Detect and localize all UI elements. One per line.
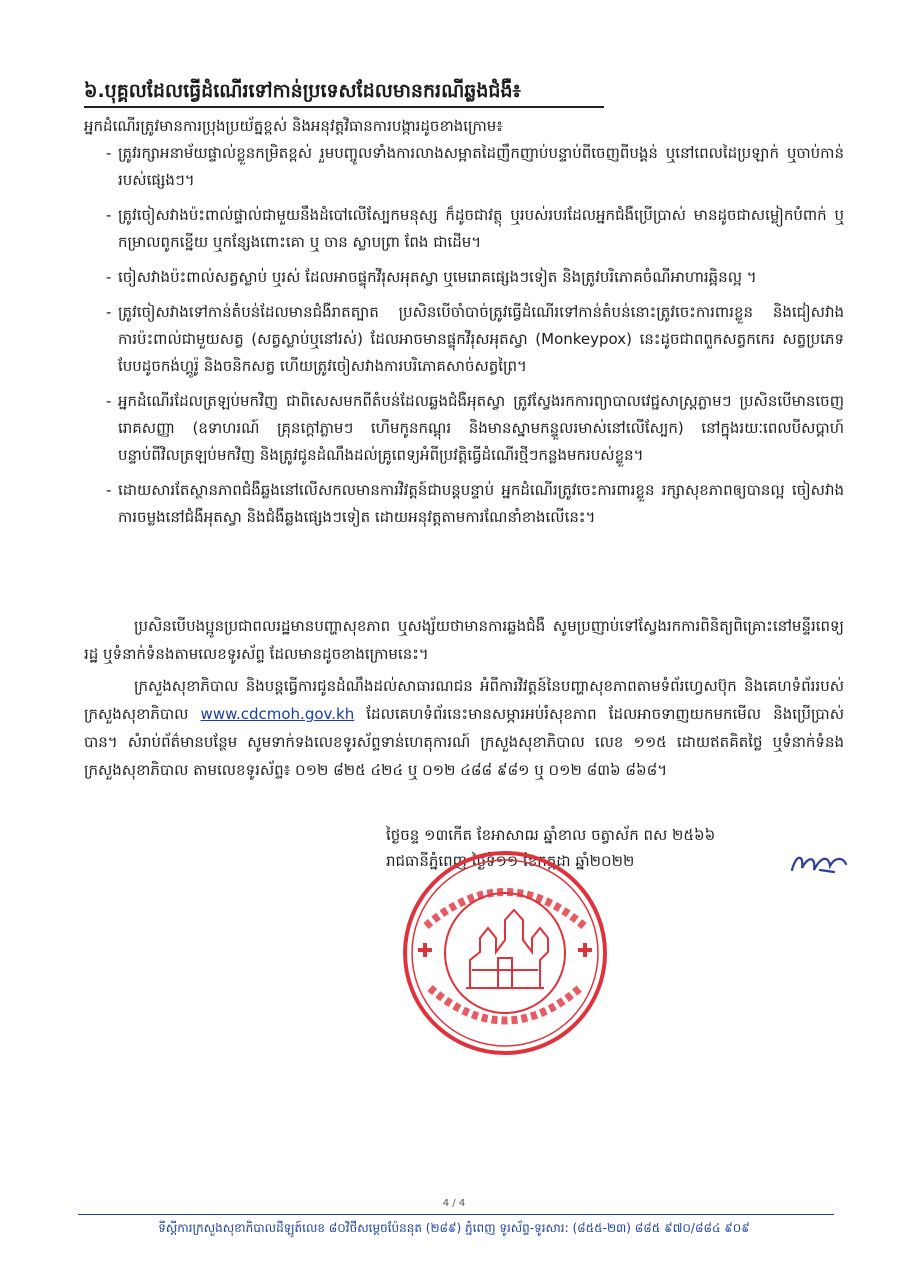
signature-mark [790, 848, 860, 878]
bullet-dash: - [106, 303, 112, 321]
bullet-text: ត្រូវចៀសវាងប៉ះពាល់ផ្ទាល់ជាមួយនឹងដំបៅលើស្បែកមនុស្ស ក៏ដូចជាវត្ថុ ឬរបស់របរដែលអ្នកជំងឺប្រើប្រាស់ មានដូចជាសម្លៀកបំពាក់ ឬកម្រាលពូកខ្នើយ ឬកន្សែងពោះគោ ឬ ចាន ស្លាបព្រា ពែង ជាដើម។ [118, 206, 844, 251]
bullet-text: ត្រូវចៀសវាងទៅកាន់តំបន់ដែលមានជំងឺរាតត្បាត ប្រសិនបើចាំបាច់ត្រូវធ្វើដំណើរទៅកាន់តំបន់នោះត្រូវចេះការពារខ្លួន និងជៀសវាងការប៉ះពាល់ជាមួយសត្វ (សត្វស្លាប់ឬនៅរស់) ដែលអាចមានផ្ទុកវីរុសអុតស្វា (Monkeypox) នេះដូចជាពពួកសត្វកកេរ សត្វប្រភេទបែបដូចកង់ហ្គូរ៉ូ និងចនិកសត្វ ហើយត្រូវចៀសវាងការបរិភោគសាច់សត្វព្រៃ។ [118, 303, 844, 375]
section-heading: ៦.បុគ្គលដែលធ្វើដំណើរទៅកាន់ប្រទេសដែលមានករណីឆ្លងជំងឺ៖ [84, 78, 604, 108]
bullet-dash: - [106, 268, 112, 286]
solar-date: រាជធានីភ្នំពេញ ថ្ងៃទី១១ ខែកក្កដា ឆ្នាំ២០២២ [386, 852, 635, 870]
bullet-item [84, 477, 844, 531]
bullet-dash: - [106, 206, 112, 224]
bullet-text: ចៀសវាងប៉ះពាល់សត្វស្លាប់ ឬរស់ ដែលអាចផ្ទុកវីរុសអុតស្វា ឬមេរោគផ្សេងៗទៀត និងត្រូវបរិភោគចំណីអាហារឆ្អិនល្អ ។ [118, 268, 757, 286]
page-number: 4 / 4 [442, 1198, 466, 1209]
bullet-text: អ្នកដំណើរដែលត្រឡប់មកវិញ ជាពិសេសមកពីតំបន់ដែលឆ្លងជំងឺអុតស្វា ត្រូវស្វែងរកការព្យាបាលវេជ្ជសាស្ត្រភ្លាមៗ ប្រសិនបើមានចេញរោគសញ្ញា (ឧទាហរណ៍ គ្រុនក្ដៅភ្លាមៗ ហើមកូនកណ្ដុរ និងមានស្នាមកន្ទួលរមាស់នៅលើស្បែក) នៅក្នុងរយៈពេលបីសប្ដាហ៍បន្ទាប់ពីវិលត្រឡប់មកវិញ និងត្រូវជូនដំណឹងដល់គ្រូពេទ្យអំពីប្រវត្តិធ្វើដំណើរថ្មីៗកន្លងមករបស់ខ្លួន។ [118, 392, 844, 464]
bullet-text: ដោយសារតែស្ថានភាពជំងឺឆ្លងនៅលើសកលមានការវិវត្តន៍ជាបន្តបន្ទាប់ អ្នកដំណើរត្រូវចេះការពារខ្លួន រក្សាសុខភាពឲ្យបានល្អ ចៀសវាងការចម្លងនៅជំងឺអុតស្វា និងជំងឺឆ្លងផ្សេងៗទៀត ដោយអនុវត្តតាមការណែនាំខាងលើនេះ។ [118, 481, 844, 526]
official-seal-icon [400, 848, 610, 1058]
footer-address: ទីស្តីការក្រសួងសុខាភិបាលដីឡូត៍លេខ ៨០វិថីសម្ដេចប៉ែននុត (២៨៩) ភ្នំពេញ ទូរស័ព្ទ-ទូរសារ: (៨៥៥-២៣) ៨៨៥ ៩៧០/៨៨៤ ៩០៩ [158, 1221, 750, 1235]
bullet-item [84, 140, 844, 194]
bullet-item [84, 388, 844, 469]
bullet-item [84, 202, 844, 256]
bullet-list [84, 140, 844, 539]
info-paragraph [84, 672, 844, 784]
info-text-part2: ដែលគេហទំព័រនេះមានសម្ភារអប់រំសុខភាព ដែលអាចទាញយកមកមើល និងប្រើប្រាស់បាន។ សំរាប់ព័ត៌មានបន្ថែម សូមទាក់ទងលេខទូរស័ព្ទទាន់ហេតុការណ៍ ក្រសួងសុខាភិបាល លេខ ១១៥ ដោយឥតគិតថ្លៃ ឬទំនាក់ទំនងក្រសួងសុខាភិបាល តាមលេខទូរស័ព្ទ៖ ០១២ ៨២៥ ៤២៤ ឬ ០១២ ៤៨៨ ៩៨១ ឬ ០១២ ៨៣៦ ៨៦៨។ [84, 705, 844, 779]
intro-text: អ្នកដំណើរត្រូវមានការប្រុងប្រយ័ត្នខ្ពស់ និងអនុវត្តវិធានការបង្ការដូចខាងក្រោម៖ [84, 117, 503, 135]
info-text-part1: ក្រសួងសុខាភិបាល និងបន្តធ្វើការជូនដំណឹងដល់សាធារណជន អំពីការវិវត្តន៍នៃបញ្ហាសុខភាពតាមទំព័រហ្វេសប៊ុក និងគេហទំព័ររបស់ក្រសួងសុខាភិបាល [84, 677, 844, 723]
bullet-dash: - [106, 144, 112, 162]
contact-paragraph: ប្រសិនបើបងប្អូនប្រជាពលរដ្ឋមានបញ្ហាសុខភាព ឬសង្ស័យថាមានការឆ្លងជំងឺ សូមប្រញាប់ទៅស្វែងរកការពិនិត្យពិគ្រោះនៅមន្ទីរពេទ្យរដ្ឋ ឬទំនាក់ទំនងតាមលេខទូរស័ព្ទ ដែលមានដូចខាងក្រោមនេះ។ [84, 617, 844, 663]
bullet-dash: - [106, 392, 112, 410]
bullet-dash: - [106, 481, 112, 499]
bullet-item [84, 299, 844, 380]
lunar-date: ថ្ងៃចន្ទ ១៣កើត ខែអាសាឍ ឆ្នាំខាល ចត្វាស័ក ពស ២៥៦៦ [386, 826, 716, 844]
footer-divider [78, 1214, 834, 1215]
website-link[interactable]: www.cdcmoh.gov.kh [200, 705, 355, 723]
bullet-text: ត្រូវរក្សាអនាម័យផ្ទាល់ខ្លួនកម្រិតខ្ពស់ រួមបញ្ចូលទាំងការលាងសម្អាតដៃញឹកញាប់បន្ទាប់ពីចេញពីបង្គន់ ឬនៅពេលដៃប្រឡាក់ ឬចាប់កាន់របស់ផ្សេងៗ។ [118, 144, 844, 189]
bullet-item [84, 264, 844, 291]
